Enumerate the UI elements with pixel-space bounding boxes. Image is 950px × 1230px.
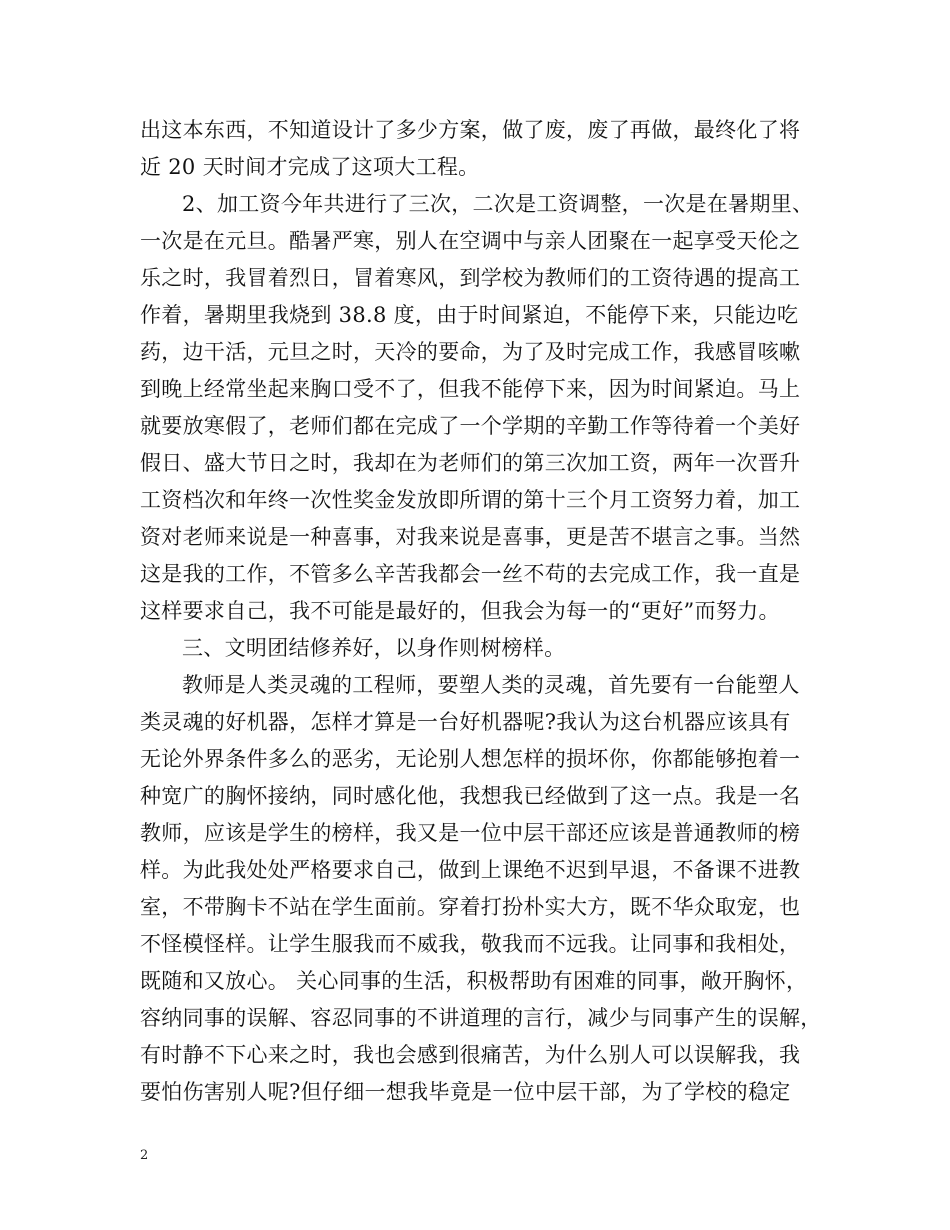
- page-number: 2: [140, 1148, 149, 1163]
- text-line: 一次是在元旦。酷暑严寒，别人在空调中与亲人团聚在一起享受天伦之: [140, 229, 801, 253]
- text-line: 工资档次和年终一次性奖金发放即所谓的第十三个月工资努力着，加工: [140, 488, 801, 512]
- text-line: 三、文明团结修养好，以身作则树榜样。: [182, 636, 566, 660]
- text-line: 这是我的工作，不管多么辛苦我都会一丝不苟的去完成工作，我一直是: [140, 562, 801, 586]
- text-line: 既随和又放心。 关心同事的生活，积极帮助有困难的同事，敞开胸怀，: [140, 969, 808, 993]
- text-line: 乐之时，我冒着烈日，冒着寒风，到学校为教师们的工资待遇的提高工: [140, 266, 801, 290]
- text-line: 不怪模怪样。让学生服我而不威我，敬我而不远我。让同事和我相处，: [140, 932, 801, 956]
- text-line: 假日、盛大节日之时，我却在为老师们的第三次加工资，两年一次晋升: [140, 451, 801, 475]
- text-line: 类灵魂的好机器，怎样才算是一台好机器呢?我认为这台机器应该具有: [140, 710, 791, 734]
- text-line: 就要放寒假了，老师们都在完成了一个学期的辛勤工作等待着一个美好: [140, 414, 801, 438]
- text-line: 样。为此我处处严格要求自己，做到上课绝不迟到早退，不备课不进教: [140, 858, 801, 882]
- text-line: 要怕伤害别人呢?但仔细一想我毕竟是一位中层干部，为了学校的稳定: [140, 1080, 791, 1104]
- document-body: [140, 112, 820, 1111]
- text-line: 教师是人类灵魂的工程师，要塑人类的灵魂，首先要有一台能塑人: [182, 673, 800, 697]
- text-line: 这样要求自己，我不可能是最好的，但我会为每一的“更好”而努力。: [140, 599, 780, 623]
- text-line: 种宽广的胸怀接纳，同时感化他，我想我已经做到了这一点。我是一名: [140, 784, 801, 808]
- text-line: 室，不带胸卡不站在学生面前。穿着打扮朴实大方，既不华众取宠，也: [140, 895, 801, 919]
- text-line: 无论外界条件多么的恶劣，无论别人想怎样的损坏你，你都能够抱着一: [140, 747, 801, 771]
- text-line: 2、加工资今年共进行了三次，二次是工资调整，一次是在暑期里、: [182, 192, 814, 216]
- text-line: 容纳同事的误解、容忍同事的不讲道理的言行，减少与同事产生的误解，: [140, 1006, 822, 1030]
- text-line: 近 20 天时间才完成了这项大工程。: [140, 155, 480, 179]
- text-line: 出这本东西，不知道设计了多少方案，做了废，废了再做，最终化了将: [140, 118, 801, 142]
- text-line: 有时静不下心来之时，我也会感到很痛苦，为什么别人可以误解我，我: [140, 1043, 801, 1067]
- text-line: 教师，应该是学生的榜样，我又是一位中层干部还应该是普通教师的榜: [140, 821, 801, 845]
- text-line: 作着，暑期里我烧到 38.8 度，由于时间紧迫，不能停下来，只能边吃: [140, 303, 799, 327]
- text-line: 资对老师来说是一种喜事，对我来说是喜事，更是苦不堪言之事。当然: [140, 525, 801, 549]
- text-line: 药，边干活，元旦之时，天冷的要命，为了及时完成工作，我感冒咳嗽: [140, 340, 801, 364]
- text-line: 到晚上经常坐起来胸口受不了，但我不能停下来，因为时间紧迫。马上: [140, 377, 801, 401]
